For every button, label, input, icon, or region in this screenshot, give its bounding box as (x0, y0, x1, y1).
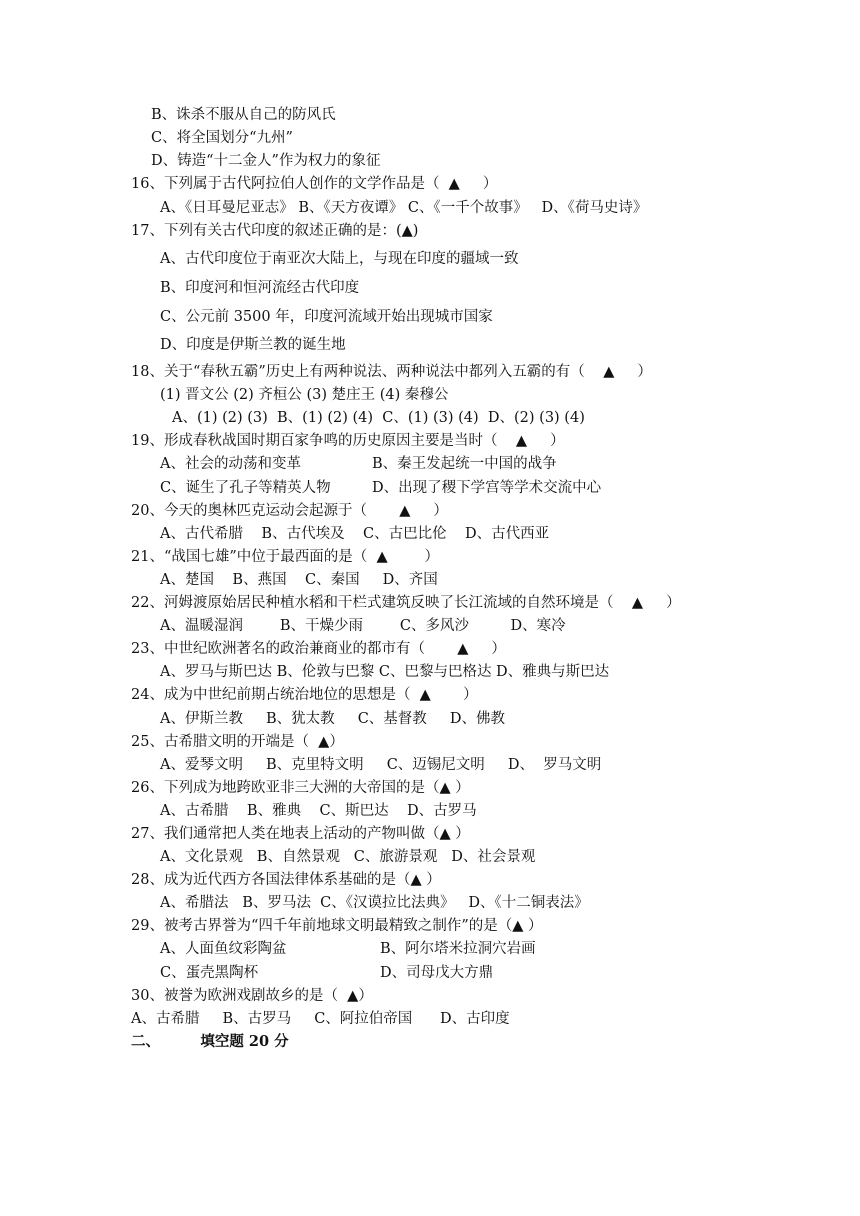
q17-option-c: C、公元前 3500 年，印度河流域开始出现城市国家 (160, 309, 493, 325)
q29-stem: 29、被考古界誉为“四千年前地球文明最精致之制作”的是（▲ ） (131, 918, 543, 934)
q18-stem: 18、关于“春秋五霸”历史上有两种说法、两种说法中都列入五霸的有（ ▲ ） (131, 364, 652, 380)
q27-options: A、文化景观 B、自然景观 C、旅游景观 D、社会景观 (160, 849, 536, 865)
q22-options: A、温暖湿润 B、干燥少雨 C、多风沙 D、寒冷 (160, 618, 566, 634)
q30-options: A、古希腊 B、古罗马 C、阿拉伯帝国 D、古印度 (131, 1011, 510, 1027)
q16-options: A、《日耳曼尼亚志》 B、《天方夜谭》 C、《一千个故事》 D、《荷马史诗》 (160, 200, 648, 216)
q22-stem: 22、河姆渡原始居民种植水稻和干栏式建筑反映了长江流域的自然环境是（ ▲ ） (131, 595, 681, 611)
q16-stem: 16、下列属于古代阿拉伯人创作的文学作品是（ ▲ ） (131, 176, 498, 192)
q25-stem: 25、古希腊文明的开端是（ ▲） (131, 734, 344, 750)
q26-stem: 26、下列成为地跨欧亚非三大洲的大帝国的是（▲ ） (131, 780, 470, 796)
q23-stem: 23、中世纪欧洲著名的政治兼商业的都市有（ ▲ ） (131, 641, 506, 657)
q29-option-a: A、人面鱼纹彩陶盆 (160, 941, 287, 957)
q19-stem: 19、形成春秋战国时期百家争鸣的历史原因主要是当时（ ▲ ） (131, 433, 565, 449)
q24-stem: 24、成为中世纪前期占统治地位的思想是（ ▲ ） (131, 687, 478, 703)
q29-option-b: B、阿尔塔米拉洞穴岩画 (380, 941, 536, 957)
q17-option-d: D、印度是伊斯兰教的诞生地 (160, 337, 346, 353)
q19-option-a: A、社会的动荡和变革 (160, 456, 301, 472)
q21-stem: 21、“战国七雄”中位于最西面的是（ ▲ ） (131, 549, 440, 565)
q18-options: A、(1) (2) (3) B、(1) (2) (4) C、(1) (3) (4) D、(2) (3) (4) (172, 410, 585, 426)
q19-option-d: D、出现了稷下学宫等学术交流中心 (372, 480, 602, 496)
q21-options: A、楚国 B、燕国 C、秦国 D、齐国 (160, 572, 438, 588)
q19-option-c: C、诞生了孔子等精英人物 (160, 480, 331, 496)
q28-options: A、希腊法 B、罗马法 C、《汉谟拉比法典》 D、《十二铜表法》 (160, 895, 589, 911)
q28-stem: 28、成为近代西方各国法律体系基础的是（▲ ） (131, 872, 441, 888)
q20-options: A、古代希腊 B、古代埃及 C、古巴比伦 D、古代西亚 (160, 526, 550, 542)
q27-stem: 27、我们通常把人类在地表上活动的产物叫做（▲ ） (131, 826, 470, 842)
q24-options: A、伊斯兰教 B、犹太教 C、基督教 D、佛教 (160, 711, 505, 727)
q20-stem: 20、今天的奥林匹克运动会起源于（ ▲ ） (131, 503, 448, 519)
q17-stem: 17、下列有关古代印度的叙述正确的是：(▲) (131, 223, 419, 239)
q26-options: A、古希腊 B、雅典 C、斯巴达 D、古罗马 (160, 803, 477, 819)
q15-option-d: D、铸造“十二金人”作为权力的象征 (151, 153, 381, 169)
q25-options: A、爱琴文明 B、克里特文明 C、迈锡尼文明 D、 罗马文明 (160, 757, 602, 773)
q30-stem: 30、被誉为欧洲戏剧故乡的是（ ▲） (131, 988, 373, 1004)
q18-items: (1) 晋文公 (2) 齐桓公 (3) 楚庄王 (4) 秦穆公 (160, 387, 449, 403)
q29-option-d: D、司母戊大方鼎 (380, 965, 494, 981)
q19-option-b: B、秦王发起统一中国的战争 (372, 456, 557, 472)
q23-options: A、罗马与斯巴达 B、伦敦与巴黎 C、巴黎与巴格达 D、雅典与斯巴达 (160, 664, 610, 680)
q17-option-b: B、印度河和恒河流经古代印度 (160, 280, 360, 296)
q17-option-a: A、古代印度位于南亚次大陆上，与现在印度的疆域一致 (160, 251, 519, 267)
section-two-heading: 二、 填空题 20 分 (131, 1033, 289, 1050)
q15-option-c: C、将全国划分“九州” (151, 130, 293, 146)
q15-option-b: B、诛杀不服从自己的防风氏 (151, 107, 336, 123)
q29-option-c: C、蛋壳黑陶杯 (160, 965, 259, 981)
